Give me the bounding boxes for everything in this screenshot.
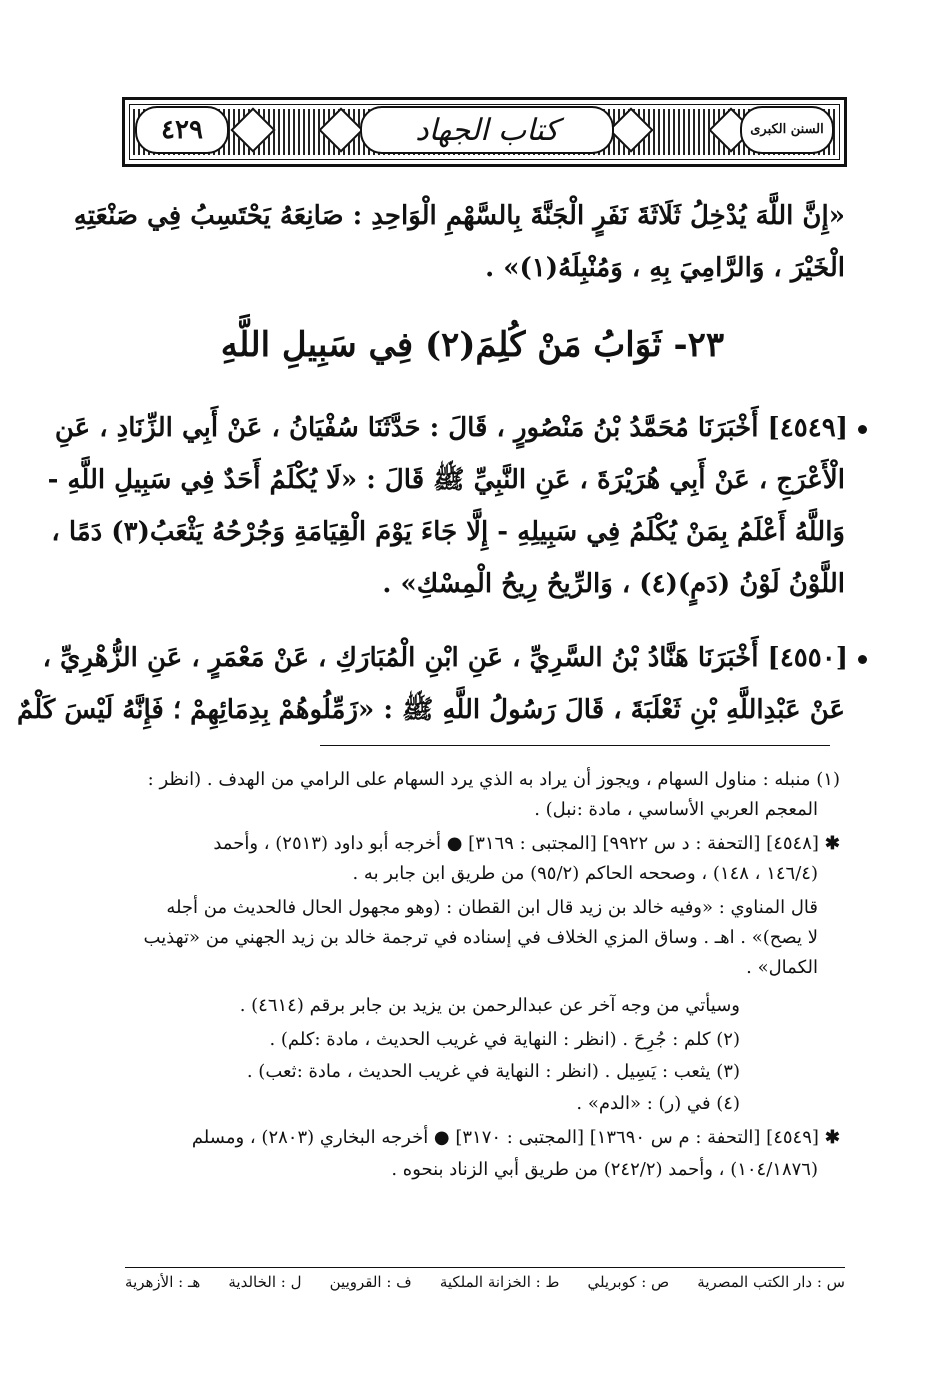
footnote-line: (٢) كلم : جُرِحَ . (انظر : النهاية في غريب الحديث ، مادة :كلم) . — [269, 1029, 740, 1050]
footnote-line: ✱[٤٥٤٨] [التحفة : د س ٩٩٢٢] [المجتبى : ٣١٦٩] ● أخرجه أبو داود (٢٥١٣) ، وأحمد — [213, 833, 840, 854]
book-logo: السنن الكبرى — [740, 106, 834, 154]
footnote-line: لا يصح)» . اهـ . وساق المزي الخلاف في إسناده في ترجمة خالد بن زيد الجهني من «تهذيب — [143, 927, 818, 948]
footnote-line: (١) منبله : مناول السهام ، ويجوز أن يراد به الذي يرد السهام على الرامي من الهدف . (انظر : — [147, 769, 840, 790]
asterisk-icon: ✱ — [824, 833, 840, 854]
footnote-line: وسيأتي من وجه آخر عن عبدالرحمن بن يزيد بن جابر برقم (٤٦١٤) . — [239, 995, 740, 1016]
text-line: عَنْ عَبْدِاللَّهِ بْنِ ثَعْلَبَةَ ، قَالَ رَسُولُ اللَّهِ ﷺ : «زَمِّلُوهُمْ بِدِمَائِهِمْ ؛ فَإِنَّهُ لَيْسَ كَلْمٌ — [16, 695, 845, 725]
sigla-item: هـ : الأزهرية — [125, 1273, 201, 1291]
asterisk-icon: ✱ — [824, 1127, 840, 1148]
footnote-line: المعجم العربي الأساسي ، مادة :نبل) . — [534, 799, 818, 820]
bullet-icon — [858, 425, 867, 434]
manuscript-sigla — [125, 1273, 845, 1291]
text-line: الْخَيْرَ ، وَالرَّامِيَ بِهِ ، وَمُنْبِلَهُ(١)» . — [485, 253, 845, 283]
footnote-line: (١٠٤/١٨٧٦) ، وأحمد (٢٤٢/٢) من طريق أبي الزناد بنحوه . — [391, 1159, 818, 1180]
footnote-separator — [320, 745, 830, 746]
footnote-line: (١٤٦/٤ ، ١٤٨) ، وصححه الحاكم (٩٥/٢) من طريق ابن جابر به . — [352, 863, 818, 884]
text-line: [٤٥٤٩] أَخْبَرَنَا مُحَمَّدُ بْنُ مَنْصُورٍ ، قَالَ : حَدَّثَنَا سُفْيَانُ ، عَنْ أَبِي الزِّنَادِ ، عَنِ — [125, 402, 867, 454]
footnote-line: ✱[٤٥٤٩] [التحفة : م س ١٣٦٩٠] [المجتبى : ٣١٧٠] ● أخرجه البخاري (٢٨٠٣) ، ومسلم — [191, 1127, 840, 1148]
sigla-item: ل : الخالدية — [228, 1273, 302, 1291]
text-line: «إِنَّ اللَّهَ يُدْخِلُ ثَلَاثَةَ نَفَرٍ الْجَنَّةَ بِالسَّهْمِ الْوَاحِدِ : صَانِعَهُ يَحْتَسِبُ فِي صَنْعَتِهِ — [73, 201, 845, 231]
footnote-line: قال المناوي : «وفيه خالد بن زيد قال ابن القطان : (وهو مجهول الحال فالحديث من أجله — [166, 897, 818, 918]
bullet-icon — [858, 655, 867, 664]
section-heading: ٢٣- ثَوَابُ مَنْ كُلِمَ(٢) فِي سَبِيلِ اللَّهِ — [220, 325, 725, 365]
text-line: اللَّوْنُ لَوْنُ (دَمٍ)(٤) ، وَالرِّيحُ رِيحُ الْمِسْكِ» . — [382, 569, 845, 599]
text-line: الْأَعْرَجِ ، عَنْ أَبِي هُرَيْرَةَ ، عَنِ النَّبِيِّ ﷺ قَالَ : «لَا يُكْلَمُ أَحَدٌ فِي سَبِيلِ اللَّهِ - — [47, 465, 845, 495]
sigla-item: ف : القرويين — [329, 1273, 412, 1291]
hadith-4550 — [16, 632, 848, 742]
page-header-ornament — [122, 97, 847, 167]
page-number: ٤٢٩ — [135, 106, 229, 154]
footnote-line: (٤) في (ر) : «الدم» . — [576, 1093, 740, 1114]
sigla-rule — [125, 1267, 845, 1268]
footnotes — [120, 765, 840, 1255]
footnote-line: (٣) يثعب : يَسِيل . (انظر : النهاية في غريب الحديث ، مادة :ثعب) . — [246, 1061, 740, 1082]
hadith-continuation — [73, 190, 845, 300]
text-line: [٤٥٥٠] أَخْبَرَنَا هَنَّادُ بْنُ السَّرِيِّ ، عَنِ ابْنِ الْمُبَارَكِ ، عَنْ مَعْمَرٍ ، عَنِ الزُّهْرِيِّ ، — [125, 632, 867, 684]
text-line: وَاللَّهُ أَعْلَمُ بِمَنْ يُكْلَمُ فِي سَبِيلِهِ - إِلَّا جَاءَ يَوْمَ الْقِيَامَةِ وَجُرْحُهُ يَثْعَبُ(٣) دَمًا ، — [51, 517, 845, 547]
hadith-4549 — [47, 402, 848, 622]
sigla-item: س : دار الكتب المصرية — [697, 1273, 845, 1291]
running-title: كتاب الجهاد — [360, 106, 614, 154]
sigla-item: ص : كوبريلي — [587, 1273, 670, 1291]
footnote-line: الكمال» . — [746, 957, 818, 978]
sigla-item: ط : الخزانة الملكية — [439, 1273, 560, 1291]
